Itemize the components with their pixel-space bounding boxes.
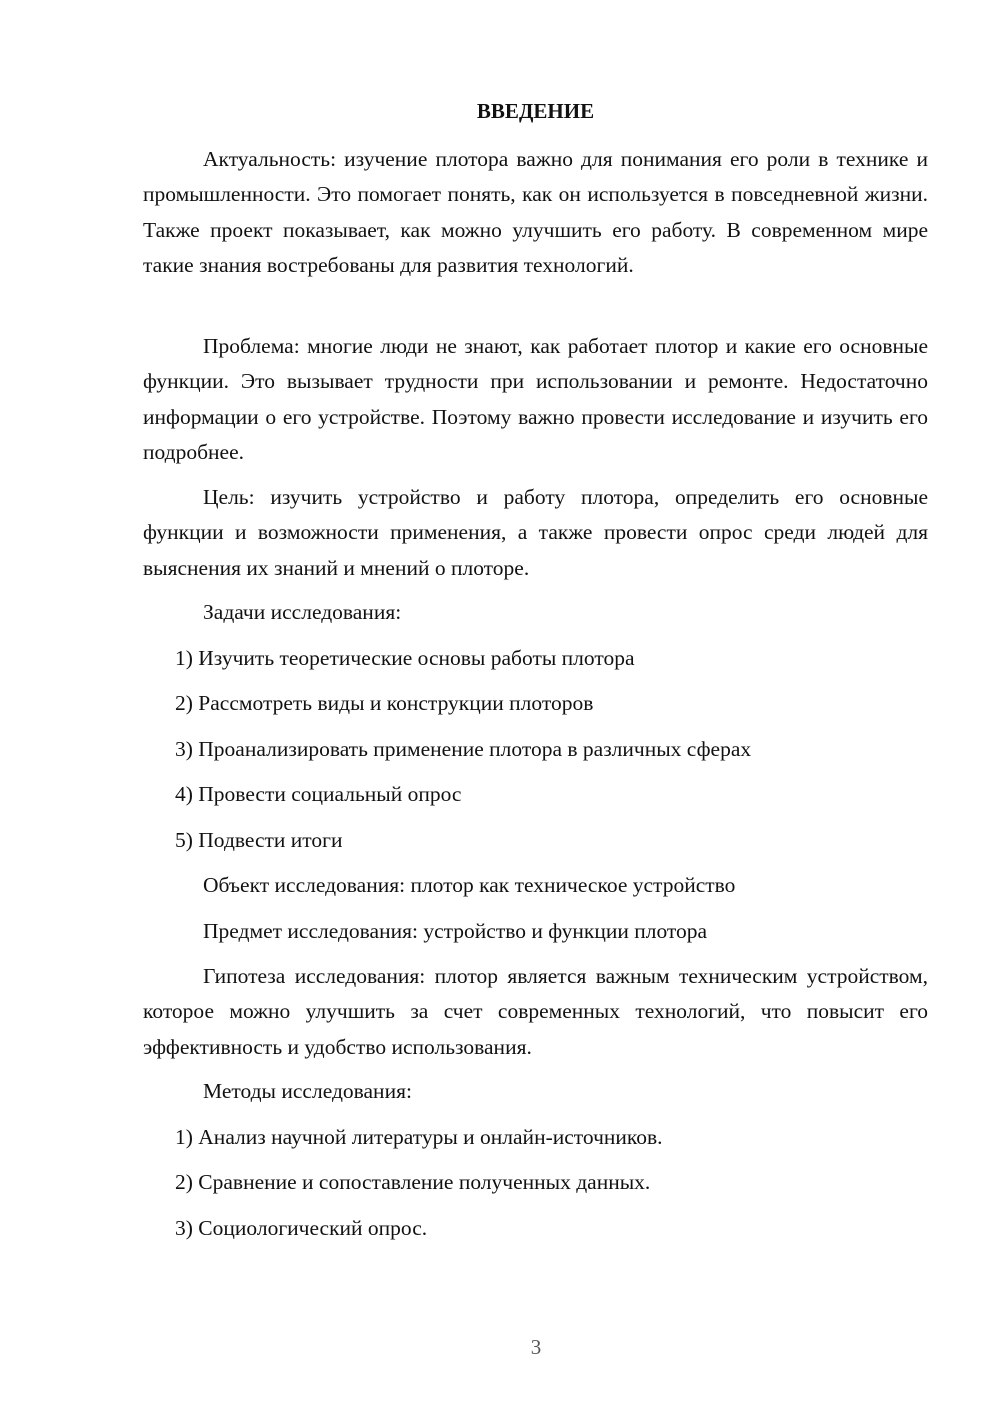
problem-paragraph: Проблема: многие люди не знают, как работает плотор и какие его основные функции. Это вызывает трудности при использовании и ремонте. Недостаточно информации о его устройстве. Поэтому важно провести исследование и изучить его подробнее. [143,334,928,464]
task-item: 3) Проанализировать применение плотора в различных сферах [175,737,752,761]
method-item: 2) Сравнение и сопоставление полученных данных. [175,1170,651,1194]
methods-title: Методы исследования: [203,1079,412,1103]
goal-paragraph: Цель: изучить устройство и работу плотора, определить его основные функции и возможности применения, а также провести опрос среди людей для выяснения их знаний и мнений о плоторе. [143,485,928,580]
subject-line: Предмет исследования: устройство и функции плотора [203,919,708,943]
relevance-paragraph: Актуальность: изучение плотора важно для понимания его роли в технике и промышленности. Это помогает понять, как он используется в повседневной жизни. Также проект показывает, как можно улучшить его работу. В современном мире такие знания востребованы для развития технологий. [143,147,928,277]
task-item: 4) Провести социальный опрос [175,782,462,806]
object-line: Объект исследования: плотор как техническое устройство [203,873,736,897]
task-item: 2) Рассмотреть виды и конструкции плоторов [175,691,594,715]
section-heading: ВВЕДЕНИЕ [476,99,595,123]
task-item: 1) Изучить теоретические основы работы плотора [175,646,635,670]
tasks-title: Задачи исследования: [203,600,402,624]
page-number: 3 [530,1335,542,1359]
hypothesis-paragraph: Гипотеза исследования: плотор является важным техническим устройством, которое можно улучшить за счет современных технологий, что повысит его эффективность и удобство использования. [143,964,928,1059]
method-item: 1) Анализ научной литературы и онлайн-источников. [175,1125,663,1149]
method-item: 3) Социологический опрос. [175,1216,428,1240]
task-item: 5) Подвести итоги [175,828,343,852]
